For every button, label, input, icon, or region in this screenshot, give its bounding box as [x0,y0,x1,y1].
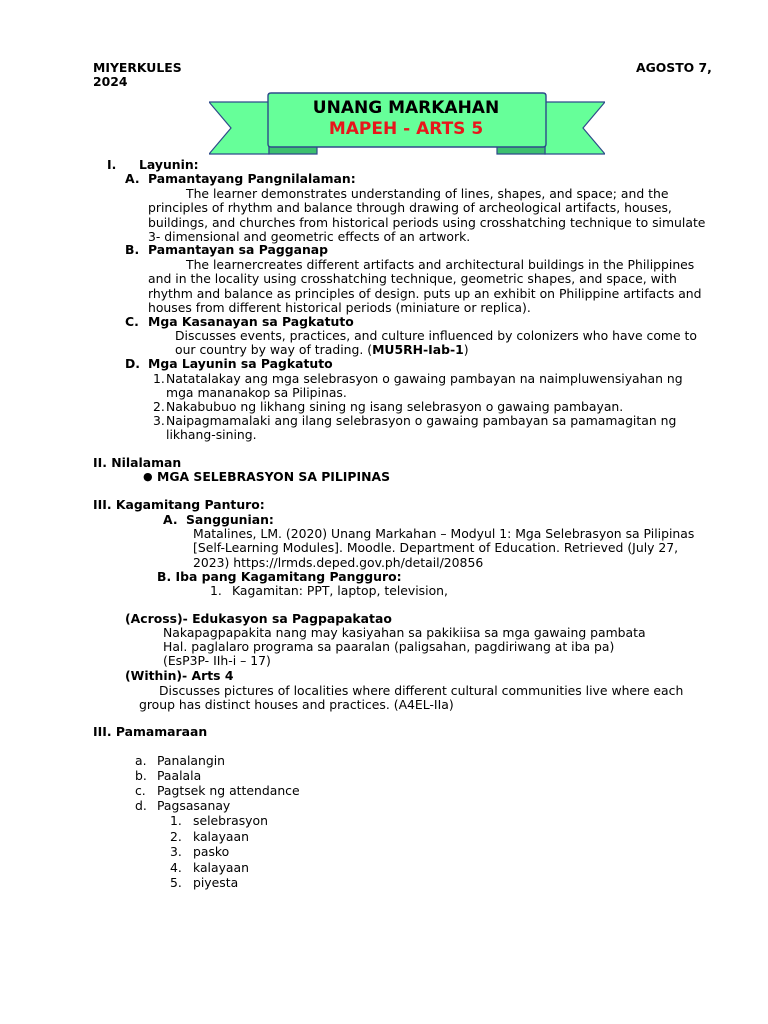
materials-a-letter: A. [163,512,178,527]
section-title-nilalaman: II. Nilalaman [93,455,182,470]
objective-d-title: Mga Layunin sa Pagkatuto [148,356,333,371]
list-item: kalayaan [193,829,249,844]
objective-a-title: Pamantayang Pangnilalaman: [148,171,356,186]
list-item-letter: b. [135,768,147,783]
bullet-icon: ● [143,470,153,483]
list-item: Panalangin [157,753,226,768]
list-item: Pagtsek ng attendance [157,783,300,798]
within-title: (Within)- Arts 4 [125,668,234,683]
list-item-number: 1. [210,583,222,598]
list-item-letter: d. [135,798,147,813]
across-title: (Across)- Edukasyon sa Pagpapakatao [125,611,392,626]
objective-c-title: Mga Kasanayan sa Pagkatuto [148,314,354,329]
list-item: Natatalakay ang mga selebrasyon o gawaing pambayan na naimpluwensiyahan ng mga mananakop sa Pilipinas. [166,371,683,401]
section-title-pamamaraan: III. Pamamaraan [93,724,208,739]
list-item-number: 1. [170,813,182,828]
list-item-number: 1. [153,371,165,386]
list-item-number: 4. [170,860,182,875]
section-title-kagamitan: III. Kagamitang Panturo: [93,497,265,512]
materials-a-title: Sanggunian: [186,512,274,527]
objective-c-text: Discusses events, practices, and culture influenced by colonizers who have come to our country by way of trading. (MU5RH-Iab-1) [175,328,697,358]
objective-b-text: The learnercreates different artifacts and architectural buildings in the Philippines and in the locality using crosshatching technique, geometric shapes, and space, with rhythm and balance as principles of design. puts up an exhibit on Philippine artifacts and houses from different historical periods (miniature or replica). [148,257,702,316]
list-item: kalayaan [193,860,249,875]
objective-b-title: Pamantayan sa Pagganap [148,242,328,257]
materials-b-title: B. Iba pang Kagamitang Pangguro: [157,569,402,584]
objective-a-letter: A. [125,171,140,186]
within-text: Discusses pictures of localities where different cultural communities live where each group has distinct houses and practices. (A4EL-IIa) [139,683,684,713]
list-item-number: 3. [170,844,182,859]
objective-b-letter: B. [125,242,140,257]
banner-title: UNANG MARKAHAN [312,98,500,118]
header-date: AGOSTO 7, [636,60,712,75]
section-num-i: I. [107,157,117,172]
reference-citation: Matalines, LM. (2020) Unang Markahan – Modyul 1: Mga Selebrasyon sa Pilipinas [Self-Learning Modules]. Moodle. Department of Education. Retrieved (July 27, 2023) https://lrmds.deped.gov.ph/detail/20856 [193,526,695,570]
list-item-letter: c. [135,783,146,798]
list-item-number: 2. [153,399,165,414]
objective-d-letter: D. [125,356,140,371]
header-year: 2024 [93,74,128,89]
list-item: pasko [193,844,230,859]
across-line: Nakapagpapakita nang may kasiyahan sa pakikiisa sa mga gawaing pambata [163,625,646,640]
section-title-layunin: Layunin: [139,157,199,172]
banner-subtitle: MAPEH - ARTS 5 [328,119,484,139]
list-item: Naipagmamalaki ang ilang selebrasyon o gawaing pambayan sa pamamagitan ng likhang-sining. [166,413,677,443]
header-day: MIYERKULES [93,60,182,75]
objective-a-text: The learner demonstrates understanding of lines, shapes, and space; and the principles of rhythm and balance through drawing of archeological artifacts, houses, buildings, and churches from historical periods using crosshatching technique to simulate 3- dimensional and geometric effects of an artwork. [148,186,706,245]
competency-code: MU5RH-Iab-1 [372,342,464,358]
list-item-number: 2. [170,829,182,844]
list-item: Kagamitan: PPT, laptop, television, [232,583,448,598]
across-line: (EsP3P- IIh-i – 17) [163,653,271,668]
list-item-number: 3. [153,413,165,428]
list-item: selebrasyon [193,813,268,828]
list-item-number: 5. [170,875,182,890]
across-line: Hal. paglalaro programa sa paaralan (paligsahan, pagdiriwang at iba pa) [163,639,615,654]
content-topic: MGA SELEBRASYON SA PILIPINAS [157,469,390,484]
objective-c-letter: C. [125,314,139,329]
list-item: Nakabubuo ng likhang sining ng isang selebrasyon o gawaing pambayan. [166,399,624,414]
list-item-letter: a. [135,753,147,768]
list-item: piyesta [193,875,239,890]
list-item: Paalala [157,768,202,783]
list-item: Pagsasanay [157,798,231,813]
